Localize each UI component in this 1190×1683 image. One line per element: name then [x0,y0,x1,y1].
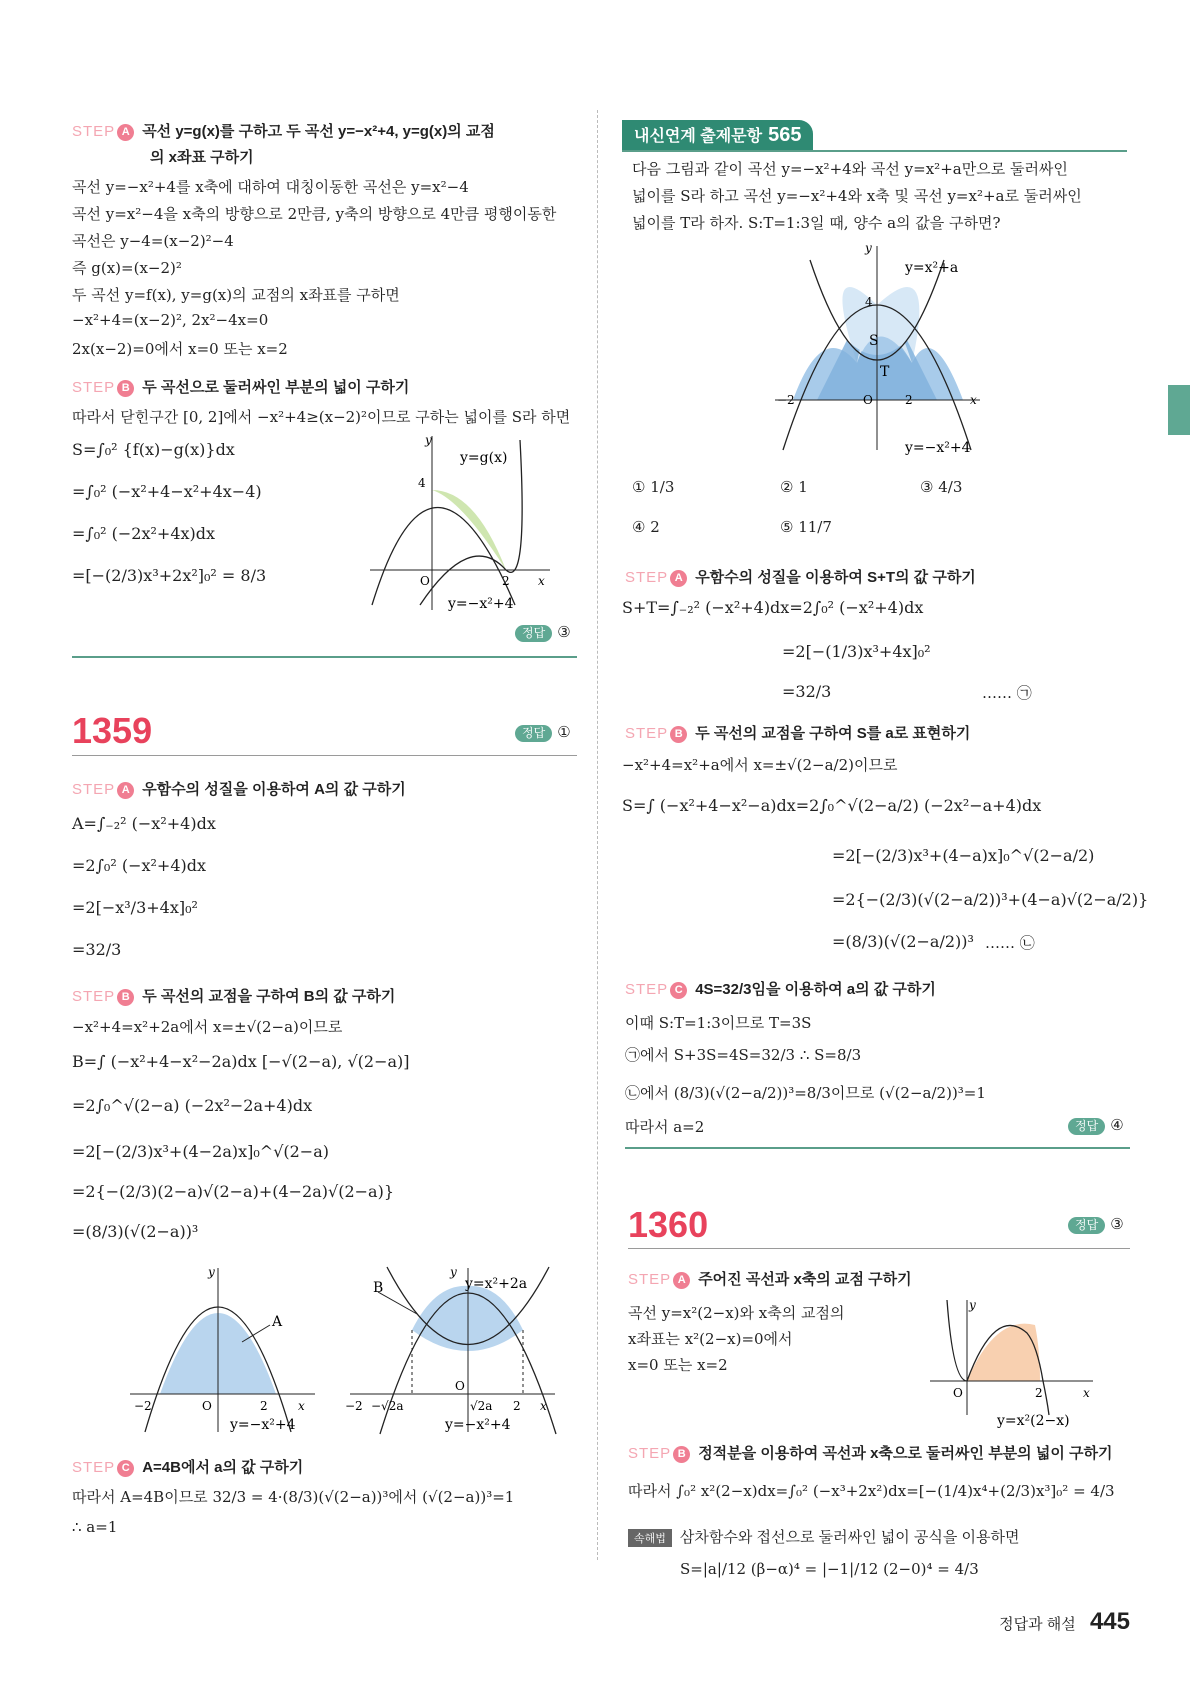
graph-1359-a-xlabel: x [298,1399,305,1413]
underline-1360 [628,1248,1130,1249]
565-b-line-2: =2[−(2/3)x³+(4−a)x]₀^√(2−a/2) [832,846,1095,865]
1360-a-line-0: 곡선 y=x²(2−x)와 x축의 교점의 [628,1304,845,1322]
565-a-line-2: =32/3 [782,682,832,701]
graph-question-y4: 4 [865,295,873,309]
1359-a-line-3: =32/3 [72,940,122,959]
graph-1359-b-mroot: −√2a [371,1399,404,1413]
choice-4[interactable]: ④ 2 [632,518,660,536]
divider-565 [625,1147,1130,1149]
565-step-a: STEP A 우함수의 성질을 이용하여 S+T의 값 구하기 [625,569,976,586]
565-a-line-1: =2[−(1/3)x³+4x]₀² [782,642,931,661]
graph-question-p2: 2 [905,393,913,407]
choice-5[interactable]: ⑤ 11/7 [780,518,832,536]
question-line-1: 넓이를 S라 하고 곡선 y=−x²+4와 x축 및 곡선 y=x²+a로 둘러싸인 [632,187,1082,205]
565-b-line-4: =(8/3)(√(2−a/2))³ [832,932,974,951]
565-c-line-0: 이때 S:T=1:3이므로 T=3S [625,1014,812,1032]
1359-c-line-1: ∴ a=1 [72,1518,118,1536]
question-line-0: 다음 그림과 같이 곡선 y=−x²+4와 곡선 y=x²+a만으로 둘러싸인 [632,160,1068,178]
graph-1360-xlabel: x [1083,1386,1090,1400]
left-a-line-1: 곡선 y=x²−4을 x축의 방향으로 2만큼, y축의 방향으로 4만큼 평행이동한 [72,205,557,223]
column-divider [597,110,598,1560]
565-b-marker: …… ㉡ [985,934,1035,952]
1360-step-b: STEP B 정적분을 이용하여 곡선과 x축으로 둘러싸인 부분의 넓이 구하기 [628,1445,1113,1462]
1359-b-line-1: B=∫ (−x²+4−x²−2a)dx [−√(2−a), √(2−a)] [72,1052,410,1071]
shortcut-text: 삼차함수와 접선으로 둘러싸인 넓이 공식을 이용하면 [679,1529,1020,1546]
shortcut-box [628,1526,1020,1547]
graph-f-label: y=−x²+4 [448,596,514,612]
graph-1360-label: y=x²(2−x) [997,1413,1070,1429]
underline-1359 [72,755,577,756]
shortcut-badge: 속해법 [628,1529,672,1547]
graph-question-origin: O [863,393,873,407]
graph-1359-b [345,1262,570,1437]
answer-1359: 정답 ① [515,723,571,742]
choice-2[interactable]: ② 1 [780,478,808,496]
graph-1359-b-m2: −2 [345,1399,363,1413]
graph-g-xlabel: x [538,574,545,588]
1360-a-line-1: x좌표는 x²(2−x)=0에서 [628,1330,793,1348]
divider-1358 [72,656,577,658]
choice-3[interactable]: ③ 4/3 [920,478,963,496]
choice-1[interactable]: ① 1/3 [632,478,675,496]
left-a-line-4: 두 곡선 y=f(x), y=g(x)의 교점의 x좌표를 구하면 [72,286,400,304]
graph-1359-b-origin: O [455,1379,465,1393]
1359-b-line-3: =2[−(2/3)x³+(4−2a)x]₀^√(2−a) [72,1142,329,1161]
shortcut-formula: S=|a|/12 (β−α)⁴ = |−1|/12 (2−0)⁴ = 4/3 [680,1560,979,1578]
1359-a-line-1: =2∫₀² (−x²+4)dx [72,856,207,875]
graph-question-ylabel: y [865,241,872,255]
graph-g-y4: 4 [418,476,426,490]
page-number: 445 [1089,1608,1130,1635]
565-step-b: STEP B 두 곡선의 교점을 구하여 S를 a로 표현하기 [625,725,971,742]
graph-g-ylabel: y [425,433,432,447]
graph-1359-a-ylabel: y [208,1265,215,1279]
left-step-b: STEP B 두 곡선으로 둘러싸인 부분의 넓이 구하기 [72,379,410,396]
565-step-c: STEP C 4S=32/3임을 이용하여 a의 값 구하기 [625,981,936,998]
graph-f-curve [372,508,515,606]
graph-question-m2: −2 [777,393,795,407]
graph-g-f [370,430,570,615]
left-b-line-0: 따라서 닫힌구간 [0, 2]에서 −x²+4≥(x−2)²이므로 구하는 넓이를 S라 하면 [72,408,571,426]
answer-1360: 정답 ③ [1068,1215,1124,1234]
left-step-a: STEP A 곡선 y=g(x)를 구하고 두 곡선 y=−x²+4, y=g(x)의 교점 [72,123,495,140]
graph-1360-region [967,1324,1040,1381]
left-b-line-1: S=∫₀² {f(x)−g(x)}dx [72,440,235,459]
1359-a-line-2: =2[−x³/3+4x]₀² [72,898,198,917]
1359-b-line-0: −x²+4=x²+2a에서 x=±√(2−a)이므로 [72,1018,343,1036]
1359-step-a: STEP A 우함수의 성질을 이용하여 A의 값 구하기 [72,781,406,798]
graph-g-x2: 2 [502,574,510,588]
left-a-line-0: 곡선 y=−x²+4를 x축에 대하여 대칭이동한 곡선은 y=x²−4 [72,178,469,196]
graph-1359-b-pointer [378,1292,417,1314]
graph-1359-a [120,1262,330,1437]
1359-c-line-0: 따라서 A=4B이므로 32/3 = 4·(8/3)(√(2−a))³에서 (√(2−a))³=1 [72,1488,515,1506]
graph-question-xlabel: x [970,393,977,407]
graph-question [765,240,995,465]
left-b-line-3: =∫₀² (−2x²+4x)dx [72,524,216,543]
graph-g-origin: O [420,574,430,588]
565-c-line-3: 따라서 a=2 [625,1118,705,1136]
565-b-line-0: −x²+4=x²+a에서 x=±√(2−a/2)이므로 [622,756,898,774]
section-tab [1168,385,1190,435]
565-b-line-3: =2{−(2/3)(√(2−a/2))³+(4−a)√(2−a/2)} [832,890,1149,909]
graph-1360-origin: O [953,1386,963,1400]
left-a-line-2: 곡선은 y−4=(x−2)²−4 [72,232,234,250]
left-b-line-4: =[−(2/3)x³+2x²]₀² = 8/3 [72,566,267,585]
left-step-a-cont: 의 x좌표 구하기 [150,149,254,166]
graph-question-label-top: y=x²+a [905,260,959,276]
565-c-line-1: ㉠에서 S+3S=4S=32/3 ∴ S=8/3 [625,1046,862,1064]
graph-1360-ylabel: y [969,1298,976,1312]
graph-g-label: y=g(x) [460,450,508,466]
1360-step-a: STEP A 주어진 곡선과 x축의 교점 구하기 [628,1271,912,1288]
naesin-header: 내신연계 출제문항 565 [622,120,813,150]
problem-number-1360: 1360 [628,1204,709,1245]
graph-question-s: S [869,333,879,349]
graph-1360 [925,1295,1100,1430]
graph-1359-b-label-top: y=x²+2a [465,1276,528,1292]
graph-1359-a-label-f: y=−x²+4 [230,1417,296,1433]
graph-1359-b-p2: 2 [513,1399,521,1413]
565-a-line-0: S+T=∫₋₂² (−x²+4)dx=2∫₀² (−x²+4)dx [622,598,924,617]
565-a-marker: …… ㉠ [982,684,1032,702]
1360-a-line-2: x=0 또는 x=2 [628,1356,728,1374]
graph-1359-a-p2: 2 [260,1399,268,1413]
naesin-underline [622,150,1127,152]
1359-b-line-2: =2∫₀^√(2−a) (−2x²−2a+4)dx [72,1096,313,1115]
graph-1359-b-xlabel: x [540,1399,547,1413]
565-b-line-1: S=∫ (−x²+4−x²−a)dx=2∫₀^√(2−a/2) (−2x²−a+4)dx [622,796,1042,815]
1359-step-c: STEP C A=4B에서 a의 값 구하기 [72,1459,304,1476]
1359-b-line-5: =(8/3)(√(2−a))³ [72,1222,199,1241]
question-line-2: 넓이를 T라 하자. S:T=1:3일 때, 양수 a의 값을 구하면? [632,214,1001,232]
graph-1359-b-proot: √2a [470,1399,493,1413]
1359-step-b: STEP B 두 곡선의 교점을 구하여 B의 값 구하기 [72,988,396,1005]
answer-565: 정답 ④ [1068,1116,1124,1135]
graph-question-t: T [880,364,890,380]
left-a-line-6: 2x(x−2)=0에서 x=0 또는 x=2 [72,340,288,358]
graph-1359-a-m2: −2 [134,1399,152,1413]
left-a-line-3: 즉 g(x)=(x−2)² [72,259,182,277]
graph-question-label-bot: y=−x²+4 [905,440,971,456]
page-footer [999,1608,1130,1636]
graph-1359-b-ylabel: y [450,1265,457,1279]
answer-1358: 정답 ③ [515,623,571,642]
problem-number-1359: 1359 [72,710,153,751]
1359-b-line-4: =2{−(2/3)(2−a)√(2−a)+(4−2a)√(2−a)} [72,1182,394,1201]
1359-a-line-0: A=∫₋₂² (−x²+4)dx [72,814,216,833]
left-a-line-5: −x²+4=(x−2)², 2x²−4x=0 [72,311,269,329]
565-c-line-2: ㉡에서 (8/3)(√(2−a/2))³=8/3이므로 (√(2−a/2))³=1 [625,1084,986,1102]
graph-1359-a-label-a: A [272,1314,283,1330]
graph-1359-b-label-f: y=−x²+4 [445,1417,511,1433]
footer-text: 정답과 해설 [999,1616,1076,1633]
graph-1359-a-origin: O [202,1399,212,1413]
left-b-line-2: =∫₀² (−x²+4−x²+4x−4) [72,482,262,501]
1360-b-line-0: 따라서 ∫₀² x²(2−x)dx=∫₀² (−x³+2x²)dx=[−(1/4)x⁴+(2/3)x³]₀² = 4/3 [628,1482,1115,1500]
graph-1359-b-label-b: B [373,1280,384,1296]
graph-1360-p2: 2 [1035,1386,1043,1400]
